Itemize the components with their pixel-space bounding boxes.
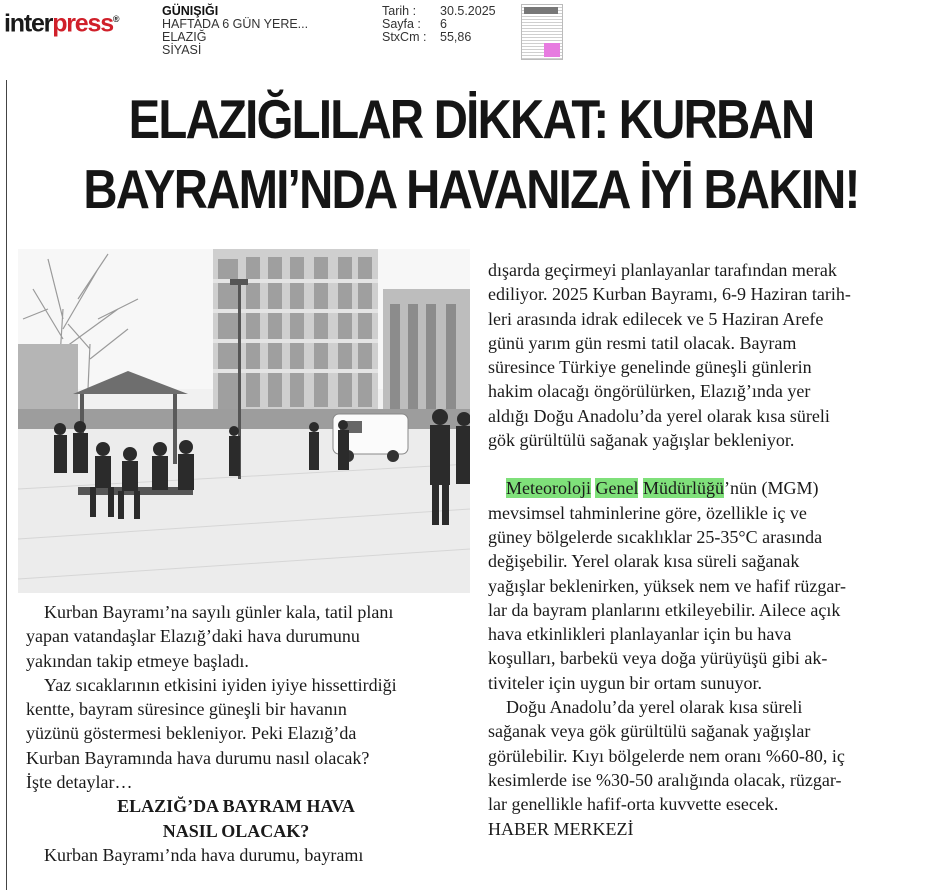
headline-line-2: BAYRAMI’NDA HAVANIZA İYİ BAKIN! <box>83 158 859 220</box>
date-value: 30.5.2025 <box>440 4 496 18</box>
text-line: Doğu Anadolu’da yerel olarak kısa süreli <box>506 697 803 718</box>
text-line: kentte, bayram süresince güneşli bir havanın <box>26 699 347 720</box>
text-line: yapan vatandaşlar Elazığ’daki hava durumunu <box>26 626 360 647</box>
article-photo <box>18 249 470 593</box>
text-line: ediliyor. 2025 Kurban Bayramı, 6-9 Haziran tarih- <box>488 284 851 305</box>
text-line: İşte detaylar… <box>26 772 133 793</box>
size-value: 55,86 <box>440 30 472 44</box>
street-scene-photo <box>18 249 470 593</box>
subheading-line-2: NASIL OLACAK? <box>162 820 310 841</box>
interpress-logo: interpress® <box>4 9 119 38</box>
text-line: Kurban Bayramında hava durumu nasıl olacak? <box>26 747 370 768</box>
clipping-info <box>162 5 308 57</box>
clipping-meta: Tarih : 30.5.2025 Sayfa : 6 StxCm : 55,86 <box>382 4 496 44</box>
keyword-highlight: Genel <box>595 478 639 499</box>
keyword-highlight: Meteoroloji <box>506 478 591 499</box>
page-value: 6 <box>440 17 447 31</box>
text-line: Kurban Bayramı’na sayılı günler kala, tatil planı <box>44 602 394 622</box>
headline <box>78 84 864 224</box>
text-line: dışarda geçirmeyi planlayanlar tarafından merak <box>488 260 837 280</box>
article-column-right <box>488 258 908 841</box>
thumbnail-header <box>524 7 558 14</box>
text-line: Kurban Bayramı’nda hava durumu, bayramı <box>44 844 364 865</box>
text-line: koşulları, barbekü veya doğa yürüyüşü gibi ak- <box>488 648 828 669</box>
text-line: gök gürültülü sağanak yağışlar bekleniyor. <box>488 430 795 451</box>
text-line: yakından takip etmeye başladı. <box>26 650 249 671</box>
column-rule <box>6 80 7 890</box>
text-line: kesimlerde ise %30-50 aralığında olacak, rüzgar- <box>488 769 842 790</box>
text-line: yüzünü göstermesi bekleniyor. Peki Elazığ’da <box>26 723 357 744</box>
city: ELAZIĞ <box>162 30 207 44</box>
mgm-line: Meteoroloji Genel Müdürlüğü’nün (MGM) <box>506 478 819 499</box>
text-line: Yaz sıcaklarının etkisini iyiden iyiye hissettirdiği <box>44 674 397 695</box>
text-line: lar genellikle hafif-orta kuvvette esecek. <box>488 794 779 815</box>
text-line: sağanak veya gök gürültülü sağanak yağışlar <box>488 721 811 742</box>
text-line: lar da bayram planlarını etkileyebilir. Ailece açık <box>488 599 841 620</box>
keyword-highlight: Müdürlüğü <box>642 478 724 499</box>
byline: HABER MERKEZİ <box>488 818 634 839</box>
category: SİYASİ <box>162 43 202 57</box>
text-line: mevsimsel tahminlerine göre, özellikle iç ve <box>488 502 807 523</box>
text-line: hava etkinlikleri planlayanlar için bu hava <box>488 624 792 645</box>
publication-name: GÜNIŞIĞI <box>162 4 219 18</box>
page-thumbnail[interactable] <box>521 4 563 60</box>
text-line: günü yarım gün resmi tatil olacak. Bayram <box>488 332 797 353</box>
text-line: güney bölgelerde sıcaklıklar 25-35°C arasında <box>488 526 823 547</box>
text-line: görülebilir. Kıyı bölgelerde nem oranı %60-80, iç <box>488 745 845 766</box>
text-line: hakim olacağı öngörülürken, Elazığ’ında yer <box>488 381 811 402</box>
text-line: leri arasında idrak edilecek ve 5 Haziran Arefe <box>488 308 824 329</box>
subheading-line-1: ELAZIĞ’DA BAYRAM HAVA <box>117 796 355 817</box>
thumbnail-highlight <box>544 43 560 57</box>
paragraph-gap <box>488 452 908 476</box>
article-column-left <box>26 600 446 867</box>
text-line: süresince Türkiye genelinde güneşli günlerin <box>488 357 812 378</box>
text-line: tiviteler için uygun bir ortam sunuyor. <box>488 672 762 693</box>
text-line: aldığı Doğu Anadolu’da yerel olarak kısa süreli <box>488 405 830 426</box>
headline-line-1: ELAZIĞLILAR DİKKAT: KURBAN <box>128 88 814 150</box>
text-line: değişebilir. Yerel olarak kısa süreli sağanak <box>488 551 800 572</box>
article-short-title: HAFTADA 6 GÜN YERE... <box>162 17 309 31</box>
text-line: yağışlar beklenirken, yüksek nem ve hafif rüzgar- <box>488 575 846 596</box>
